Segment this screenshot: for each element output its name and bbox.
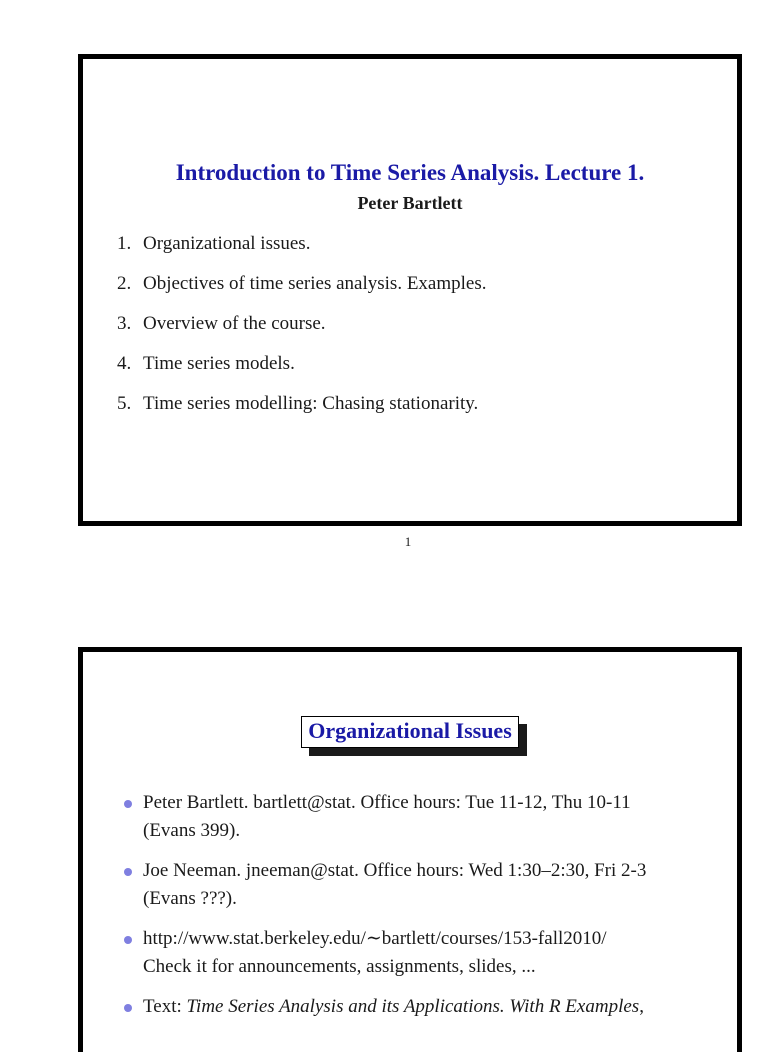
outline-item-text: Time series models. (143, 353, 295, 374)
slide-1 (78, 54, 742, 526)
bullet-icon (124, 936, 132, 944)
outline-item-text: Organizational issues. (143, 233, 311, 254)
list-item (119, 857, 689, 913)
slide-1-title: Introduction to Time Series Analysis. Lecture 1. (175, 160, 645, 185)
outline-item (117, 390, 487, 430)
list-item-line: Check it for announcements, assignments, slides, ... (143, 956, 536, 977)
outline-item-number: 3. (117, 313, 132, 334)
outline-item (117, 350, 487, 390)
outline-list (117, 230, 487, 430)
outline-item-number: 5. (117, 393, 132, 414)
outline-item-number: 4. (117, 353, 132, 374)
list-item-line (143, 993, 689, 1021)
outline-item (117, 270, 487, 310)
text-suffix: , (639, 996, 644, 1017)
issues-list (119, 789, 689, 1033)
outline-item-number: 1. (117, 233, 132, 254)
course-url-link[interactable]: http://www.stat.berkeley.edu/∼bartlett/courses/153-fall2010/ (143, 928, 607, 949)
list-item (119, 925, 689, 981)
list-item-line: Peter Bartlett. bartlett@stat. Office hours: Tue 11-12, Thu 10-11 (143, 792, 631, 813)
bullet-icon (124, 1004, 132, 1012)
list-item (119, 789, 689, 845)
slide-2 (78, 647, 742, 1052)
bullet-icon (124, 868, 132, 876)
page-number: 1 (404, 534, 412, 549)
outline-item-text: Overview of the course. (143, 313, 326, 334)
list-item-line: (Evans ???). (143, 888, 237, 909)
list-item (119, 993, 689, 1021)
bullet-icon (124, 800, 132, 808)
slide-1-author: Peter Bartlett (357, 193, 463, 213)
list-item-line: (Evans 399). (143, 820, 241, 841)
slide-2-title: Organizational Issues (301, 716, 519, 748)
list-item-line: Joe Neeman. jneeman@stat. Office hours: Wed 1:30–2:30, Fri 2-3 (143, 860, 647, 881)
text-prefix: Text: (143, 996, 187, 1017)
outline-item (117, 310, 487, 350)
outline-item-text: Objectives of time series analysis. Examples. (143, 273, 487, 294)
slide-2-title-wrap (83, 716, 737, 748)
outline-item-text: Time series modelling: Chasing stationarity. (143, 393, 479, 414)
book-title: Time Series Analysis and its Applications. With R Examples (186, 996, 640, 1017)
outline-item (117, 230, 487, 270)
outline-item-number: 2. (117, 273, 132, 294)
